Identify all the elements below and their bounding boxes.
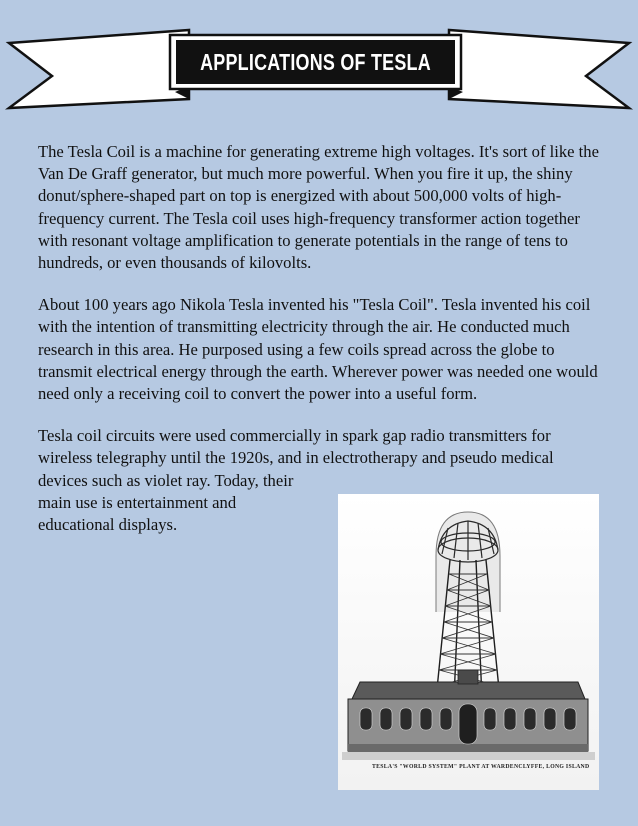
paragraph-line: wireless telegraphy until the 1920s, and in electrotherapy and pseudo medical (38, 448, 554, 468)
paragraph-line: devices such as violet ray. Today, their (38, 470, 294, 490)
banner-left-tail (9, 30, 189, 108)
paragraph-tesla-history: About 100 years ago Nikola Tesla invented his "Tesla Coil". Tesla invented his coil with the intention of transmitting electricity through the air. He conducted much research in this area. He purposed using a few coils spread across the globe to transmit electrical energy through the earth. Wherever power was needed one would need only a receiving coil to convert the power into a useful form. (38, 295, 598, 404)
paragraph-line: Tesla coil circuits were used commercially in spark gap radio transmitters for (38, 426, 551, 446)
banner-right-tail (449, 30, 629, 108)
tower-illustration (338, 494, 599, 790)
paragraph-tesla-coil-intro: The Tesla Coil is a machine for generating extreme high voltages. It's sort of like the Van De Graff generator, but much more powerful. When you fire it up, the shiny donut/sphere-shaped part on top is energized with about 500,000 volts of high-frequency current. The Tesla coil uses high-frequency transformer action together with resonant voltage amplification to generate potentials in the range of tens to hundreds, or even thousands of kilovolts. (38, 142, 599, 273)
photo-caption: TESLA'S "WORLD SYSTEM" PLANT AT WARDENCLYFFE, LONG ISLAND (372, 764, 590, 770)
paragraph-line: educational displays. (38, 515, 178, 535)
page-title: APPLICATIONS OF TESLA (200, 48, 431, 75)
wardenclyffe-photo (338, 494, 599, 790)
paragraph-line: main use is entertainment and (38, 492, 237, 512)
